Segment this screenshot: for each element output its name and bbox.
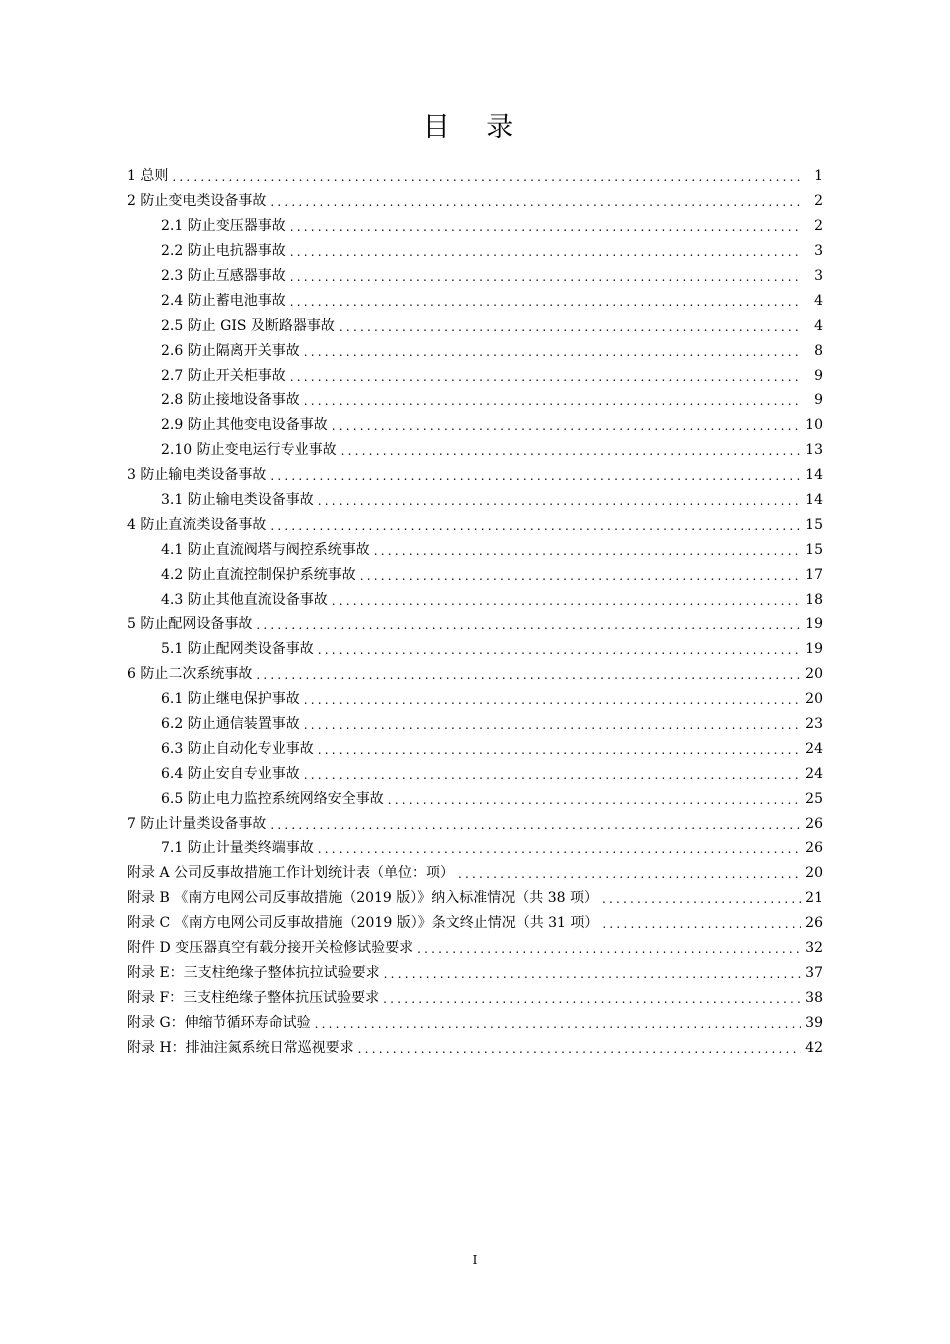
toc-entry-label: 6 防止二次系统事故	[127, 666, 253, 683]
toc-entry-label: 3.1 防止输电类设备事故	[161, 492, 314, 509]
toc-dot-leader	[304, 715, 801, 735]
toc-entry-page: 9	[814, 367, 823, 384]
toc-entry[interactable]	[127, 488, 823, 513]
toc-entry-page: 37	[805, 964, 823, 981]
toc-entry-page: 10	[805, 417, 823, 434]
toc-dot-leader	[304, 342, 801, 362]
toc-entry-page: 24	[805, 740, 823, 757]
toc-entry[interactable]	[127, 861, 823, 886]
toc-entry-page: 25	[805, 790, 823, 807]
toc-entry-page: 18	[805, 591, 823, 608]
page-title: 目 录	[422, 112, 528, 143]
toc-entry-label: 6.1 防止继电保护事故	[161, 691, 300, 708]
toc-entry-label: 5 防止配网设备事故	[127, 616, 253, 633]
toc-entry-label: 2.6 防止隔离开关事故	[161, 342, 300, 359]
toc-entry-page: 26	[805, 915, 823, 932]
toc-entry-page: 26	[805, 840, 823, 857]
toc-entry[interactable]	[127, 463, 823, 488]
toc-entry-label: 附录 F：三支柱绝缘子整体抗压试验要求	[127, 989, 380, 1006]
toc-entry[interactable]	[127, 936, 823, 961]
toc-dot-leader	[318, 491, 801, 511]
toc-entry[interactable]	[127, 687, 823, 712]
toc-dot-leader	[360, 566, 801, 586]
toc-entry-label: 3 防止输电类设备事故	[127, 467, 267, 484]
toc-entry[interactable]	[127, 587, 823, 612]
toc-dot-leader	[270, 516, 801, 536]
toc-entry[interactable]	[127, 1010, 823, 1035]
toc-entry-page: 4	[814, 292, 823, 309]
toc-dot-leader	[417, 939, 801, 959]
toc-entry-label: 7 防止计量类设备事故	[127, 815, 267, 832]
toc-dot-leader	[315, 1014, 801, 1034]
toc-entry-page: 3	[814, 243, 823, 260]
toc-entry[interactable]	[127, 911, 823, 936]
toc-entry-label: 附录 B 《南方电网公司反事故措施（2019 版）》纳入标准情况（共 38 项）	[127, 890, 598, 907]
table-of-contents	[127, 164, 823, 1060]
toc-dot-leader	[374, 541, 801, 561]
toc-entry-page: 17	[805, 566, 823, 583]
toc-entry[interactable]	[127, 512, 823, 537]
toc-entry-page: 14	[805, 492, 823, 509]
toc-entry-page: 4	[814, 317, 823, 334]
toc-dot-leader	[304, 690, 801, 710]
toc-entry[interactable]	[127, 637, 823, 662]
toc-entry[interactable]	[127, 612, 823, 637]
toc-entry[interactable]	[127, 985, 823, 1010]
toc-entry-label: 4.1 防止直流阀塔与阀控系统事故	[161, 541, 370, 558]
toc-entry-label: 附录 G：伸缩节循环寿命试验	[127, 1014, 311, 1031]
toc-dot-leader	[290, 242, 801, 262]
toc-entry[interactable]	[127, 164, 823, 189]
toc-dot-leader	[602, 914, 801, 934]
toc-entry-page: 39	[805, 1014, 823, 1031]
toc-entry[interactable]	[127, 438, 823, 463]
toc-entry-page: 9	[814, 392, 823, 409]
toc-entry-page: 19	[805, 641, 823, 658]
toc-entry[interactable]	[127, 786, 823, 811]
toc-dot-leader	[332, 416, 801, 436]
toc-entry-page: 13	[805, 442, 823, 459]
toc-dot-leader	[256, 615, 801, 635]
toc-entry-label: 2.5 防止 GIS 及断路器事故	[161, 317, 335, 334]
toc-dot-leader	[290, 367, 801, 387]
toc-dot-leader	[383, 989, 801, 1009]
toc-entry-page: 23	[805, 716, 823, 733]
toc-entry[interactable]	[127, 811, 823, 836]
toc-entry-label: 6.2 防止通信装置事故	[161, 716, 300, 733]
toc-entry-page: 24	[805, 765, 823, 782]
toc-entry-page: 15	[805, 516, 823, 533]
toc-entry-page: 32	[805, 940, 823, 957]
page-number: I	[472, 1253, 478, 1267]
toc-entry-label: 2.8 防止接地设备事故	[161, 392, 300, 409]
toc-dot-leader	[304, 765, 801, 785]
toc-entry-label: 2.1 防止变压器事故	[161, 218, 286, 235]
toc-entry[interactable]	[127, 214, 823, 239]
toc-entry[interactable]	[127, 239, 823, 264]
toc-entry-page: 20	[805, 666, 823, 683]
toc-entry-label: 6.3 防止自动化专业事故	[161, 740, 314, 757]
toc-entry-label: 6.4 防止安自专业事故	[161, 765, 300, 782]
toc-entry[interactable]	[127, 264, 823, 289]
toc-entry-page: 14	[805, 467, 823, 484]
toc-dot-leader	[270, 815, 801, 835]
toc-entry-label: 2.10 防止变电运行专业事故	[161, 442, 337, 459]
toc-dot-leader	[270, 192, 801, 212]
toc-dot-leader	[172, 167, 801, 187]
toc-entry-label: 4 防止直流类设备事故	[127, 516, 267, 533]
toc-entry[interactable]	[127, 537, 823, 562]
toc-entry-label: 2.3 防止互感器事故	[161, 268, 286, 284]
toc-entry[interactable]	[127, 736, 823, 761]
toc-entry-page: 15	[805, 541, 823, 558]
toc-entry-page: 8	[814, 342, 823, 359]
toc-dot-leader	[256, 665, 801, 685]
toc-entry-label: 2.2 防止电抗器事故	[161, 243, 286, 260]
toc-entry-page: 42	[805, 1039, 823, 1056]
toc-entry-page: 3	[814, 268, 823, 284]
toc-dot-leader	[290, 267, 801, 287]
toc-entry[interactable]	[127, 712, 823, 737]
toc-dot-leader	[358, 1039, 801, 1059]
toc-dot-leader	[339, 317, 801, 337]
toc-entry-label: 2.4 防止蓄电池事故	[161, 292, 286, 309]
toc-dot-leader	[318, 839, 801, 859]
toc-entry-label: 2.7 防止开关柜事故	[161, 367, 286, 384]
toc-entry[interactable]	[127, 961, 823, 986]
toc-entry-page: 2	[814, 193, 823, 210]
toc-dot-leader	[332, 591, 801, 611]
toc-dot-leader	[290, 292, 801, 312]
toc-entry[interactable]	[127, 761, 823, 786]
toc-entry[interactable]	[127, 562, 823, 587]
toc-dot-leader	[304, 391, 801, 411]
toc-entry-label: 附件 D 变压器真空有载分接开关检修试验要求	[127, 940, 414, 957]
toc-dot-leader	[388, 790, 801, 810]
toc-entry-label: 附录 H：排油注氮系统日常巡视要求	[127, 1039, 354, 1056]
toc-entry-page: 20	[805, 691, 823, 708]
toc-entry-label: 2 防止变电类设备事故	[127, 193, 267, 210]
toc-entry[interactable]	[127, 313, 823, 338]
toc-dot-leader	[318, 740, 801, 760]
toc-dot-leader	[341, 441, 801, 461]
toc-entry[interactable]	[127, 886, 823, 911]
toc-entry-label: 5.1 防止配网类设备事故	[161, 641, 314, 658]
toc-entry-page: 26	[805, 815, 823, 832]
toc-dot-leader	[602, 889, 801, 909]
toc-entry[interactable]	[127, 1035, 823, 1060]
toc-entry-label: 附录 A 公司反事故措施工作计划统计表（单位：项）	[127, 865, 455, 882]
toc-entry-page: 1	[814, 168, 823, 185]
toc-entry[interactable]	[127, 662, 823, 687]
toc-entry-page: 21	[805, 890, 823, 907]
toc-dot-leader	[270, 466, 801, 486]
toc-entry-label: 2.9 防止其他变电设备事故	[161, 417, 328, 434]
toc-entry[interactable]	[127, 288, 823, 313]
toc-entry-page: 2	[814, 218, 823, 235]
toc-entry-page: 38	[805, 989, 823, 1006]
toc-entry[interactable]	[127, 836, 823, 861]
toc-dot-leader	[384, 964, 801, 984]
toc-entry[interactable]	[127, 338, 823, 363]
toc-entry-label: 1 总则	[127, 168, 169, 185]
toc-dot-leader	[318, 640, 801, 660]
toc-entry-label: 4.2 防止直流控制保护系统事故	[161, 566, 356, 583]
toc-entry-label: 4.3 防止其他直流设备事故	[161, 591, 328, 608]
toc-entry-label: 附录 C 《南方电网公司反事故措施（2019 版）》条文终止情况（共 31 项）	[127, 915, 599, 932]
toc-entry-page: 20	[805, 865, 823, 882]
toc-entry-page: 19	[805, 616, 823, 633]
toc-entry-label: 附录 E：三支柱绝缘子整体抗拉试验要求	[127, 964, 380, 981]
toc-dot-leader	[458, 864, 801, 884]
toc-entry[interactable]	[127, 363, 823, 388]
toc-dot-leader	[290, 217, 801, 237]
toc-entry-label: 7.1 防止计量类终端事故	[161, 840, 314, 857]
toc-entry[interactable]	[127, 388, 823, 413]
toc-entry[interactable]	[127, 189, 823, 214]
toc-entry[interactable]	[127, 413, 823, 438]
toc-entry-label: 6.5 防止电力监控系统网络安全事故	[161, 790, 384, 807]
